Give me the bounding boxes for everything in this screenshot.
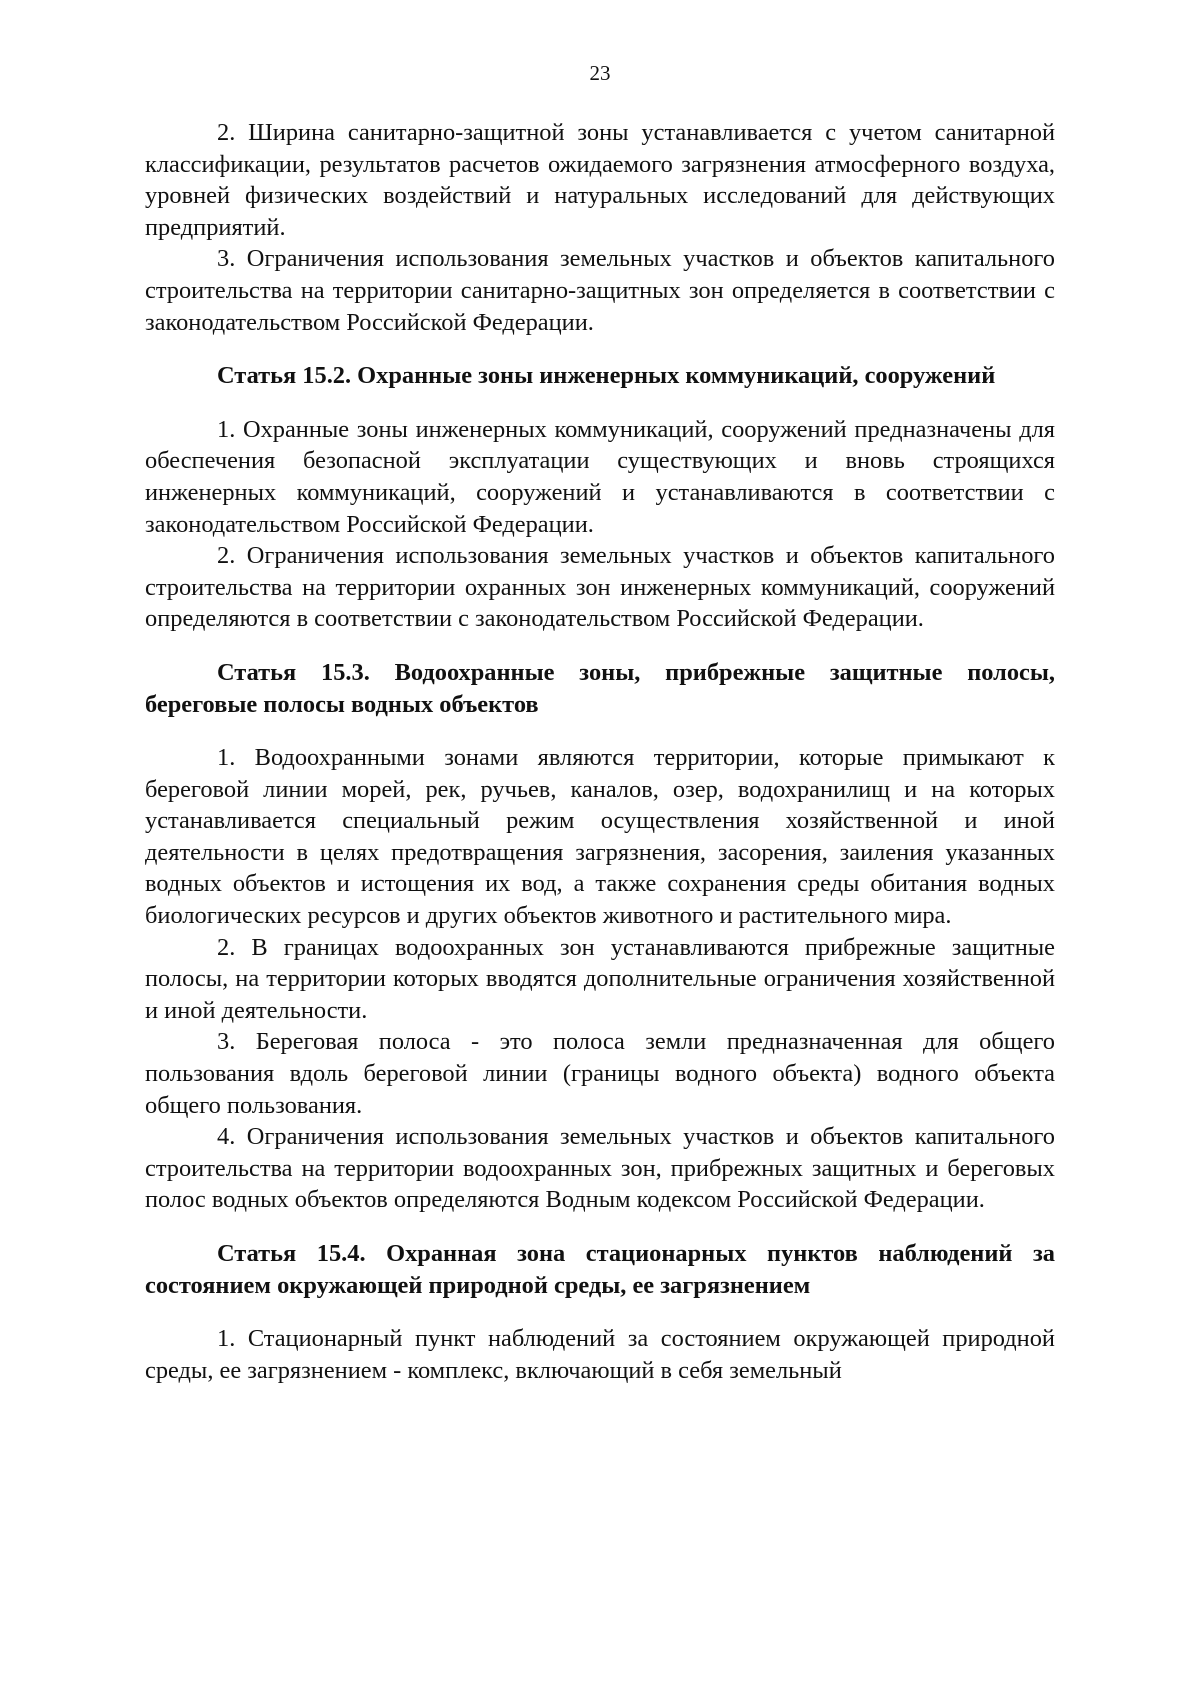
paragraph-coastal-protection-strips: 2. В границах водоохранных зон устанавливаются прибрежные защитные полосы, на территории которых вводятся дополнительные ограничения хозяйственной и иной деятельности. — [145, 933, 1055, 1024]
article-heading-15-3: Статья 15.3. Водоохранные зоны, прибрежные защитные полосы, береговые полосы водных объектов — [145, 658, 1055, 718]
article-heading-15-2: Статья 15.2. Охранные зоны инженерных коммуникаций, сооружений — [217, 362, 996, 390]
document-body — [145, 117, 1055, 1386]
paragraph-sanitary-zone-restrictions: 3. Ограничения использования земельных участков и объектов капитального строительства на территории санитарно-защитных зон определяется в соответствии с законодательством Российской Федерации. — [145, 245, 1055, 336]
paragraph-sanitary-zone-width: 2. Ширина санитарно-защитной зоны устанавливается с учетом санитарной классификации, результатов расчетов ожидаемого загрязнения атмосферного воздуха, уровней физических воздействий и натуральных исследований для действующих предприятий. — [145, 119, 1055, 241]
paragraph-shoreline-strip: 3. Береговая полоса - это полоса земли предназначенная для общего пользования вдоль береговой линии (границы водного объекта) водного объекта общего пользования. — [145, 1028, 1055, 1119]
paragraph-water-protection-zones-definition: 1. Водоохранными зонами являются территории, которые примыкают к береговой линии морей, рек, ручьев, каналов, озер, водохранилищ и на которых устанавливается специальный режим осуществления хозяйственной и иной деятельности в целях предотвращения загрязнения, засорения, заиления указанных водных объектов и истощения их вод, а также сохранения среды обитания водных биологических ресурсов и других объектов животного и растительного мира. — [145, 744, 1055, 930]
paragraph-observation-point-definition: 1. Стационарный пункт наблюдений за состоянием окружающей природной среды, ее загрязнением - комплекс, включающий в себя земельный — [145, 1325, 1055, 1384]
paragraph-utility-zones-purpose: 1. Охранные зоны инженерных коммуникаций, сооружений предназначены для обеспечения безопасной эксплуатации существующих и вновь строящихся инженерных коммуникаций, сооружений и устанавливаются в соответствии с законодательством Российской Федерации. — [145, 415, 1055, 538]
paragraph-water-zones-restrictions: 4. Ограничения использования земельных участков и объектов капитального строительства на территории водоохранных зон, прибрежных защитных и береговых полос водных объектов определяются Водным кодексом Российской Федерации. — [145, 1123, 1055, 1214]
paragraph-utility-zones-restrictions: 2. Ограничения использования земельных участков и объектов капитального строительства на территории охранных зон инженерных коммуникаций, сооружений определяются в соответствии с законодательством Российской Федерации. — [145, 542, 1055, 633]
page-number: 23 — [589, 61, 611, 85]
article-heading-15-4: Статья 15.4. Охранная зона стационарных пунктов наблюдений за состоянием окружающей природной среды, ее загрязнением — [145, 1240, 1055, 1299]
